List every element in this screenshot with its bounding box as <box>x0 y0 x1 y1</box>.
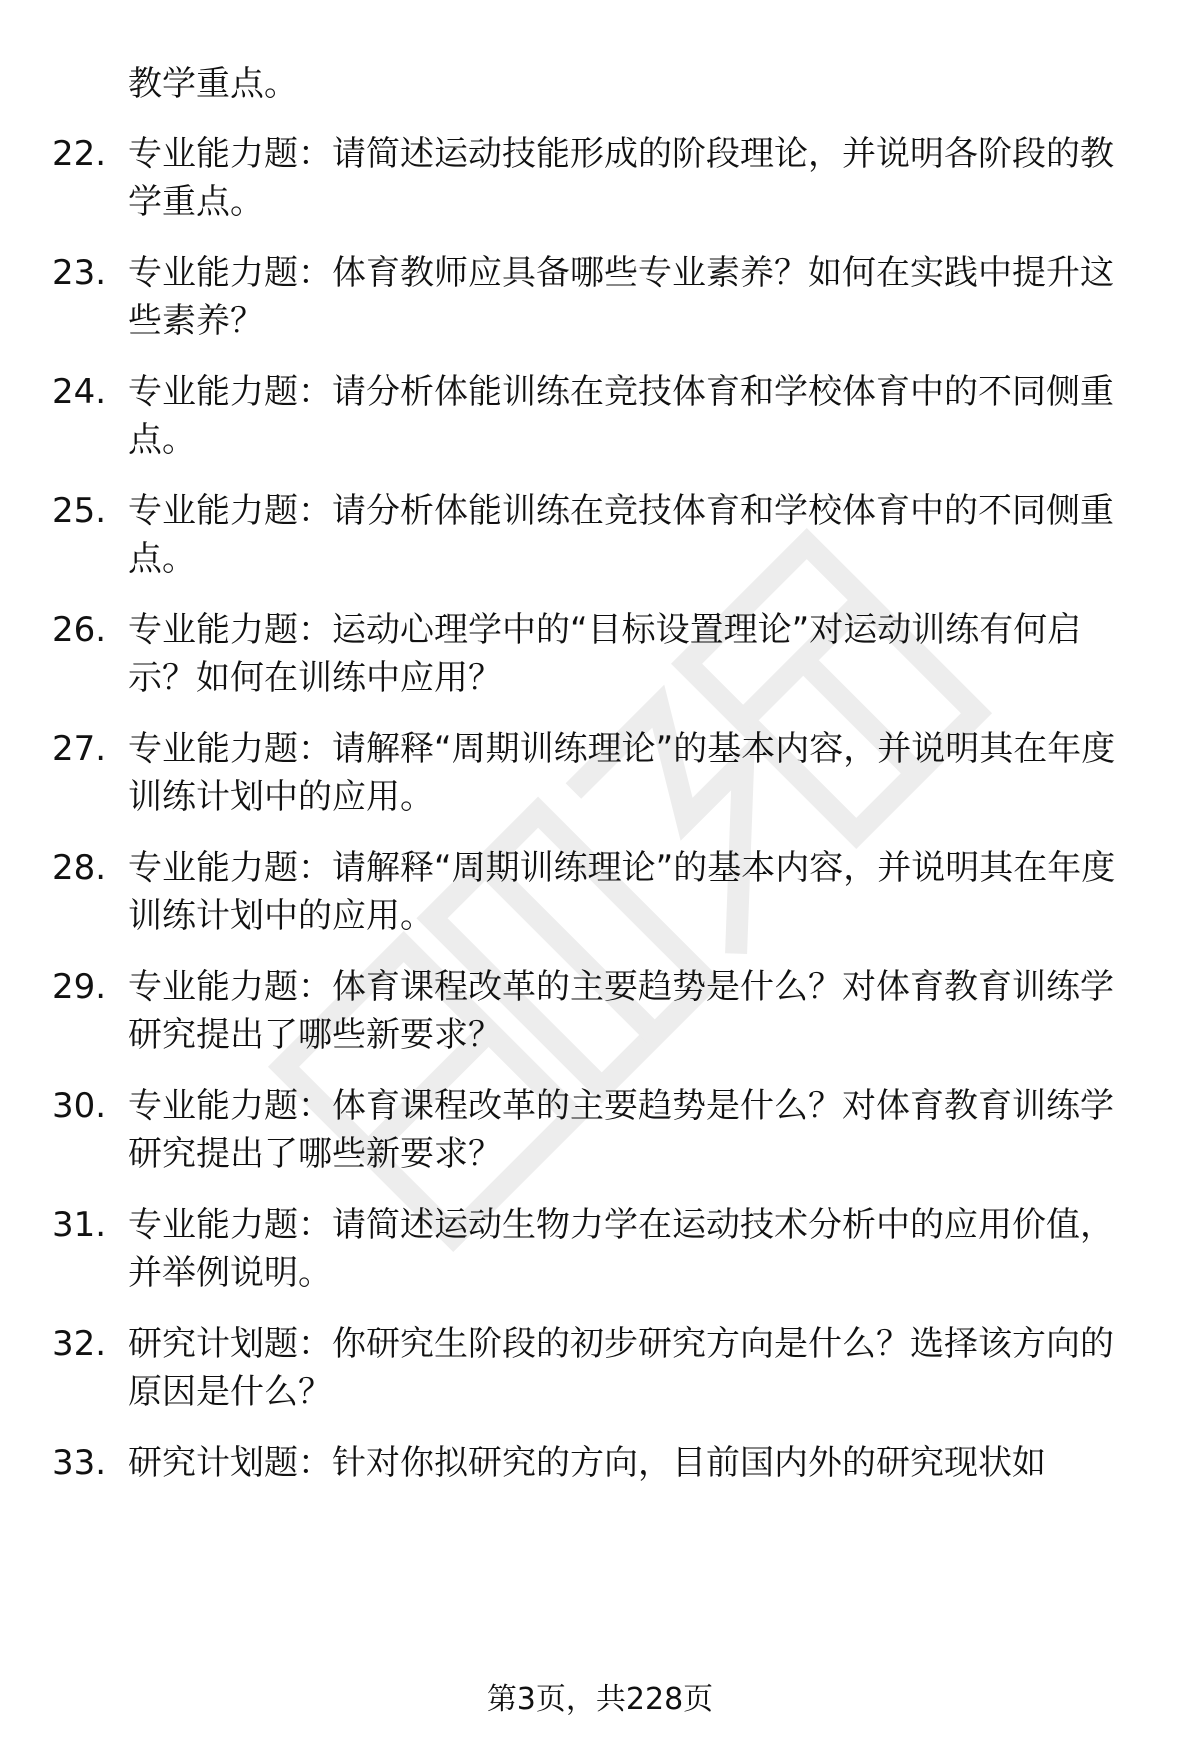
question-item <box>52 1082 1152 1182</box>
question-text: 专业能力题：体育课程改革的主要趋势是什么？对体育教育训练学研究提出了哪些新要求？ <box>128 1086 1114 1174</box>
question-item <box>52 844 1152 944</box>
question-item <box>52 725 1152 825</box>
question-item <box>52 368 1152 468</box>
question-text: 专业能力题：请解释“周期训练理论”的基本内容，并说明其在年度训练计划中的应用。 <box>128 729 1116 817</box>
question-text: 专业能力题：体育教师应具备哪些专业素养？如何在实践中提升这些素养？ <box>128 253 1114 341</box>
question-number: 33. <box>52 1443 107 1483</box>
question-number: 23. <box>52 253 107 293</box>
question-item <box>52 1320 1152 1420</box>
question-item <box>52 249 1152 349</box>
question-number: 29. <box>52 967 107 1007</box>
question-text: 专业能力题：体育课程改革的主要趋势是什么？对体育教育训练学研究提出了哪些新要求？ <box>128 967 1114 1055</box>
question-number: 22. <box>52 134 107 174</box>
question-item <box>52 130 1152 230</box>
question-number: 28. <box>52 848 107 888</box>
question-text: 专业能力题：运动心理学中的“目标设置理论”对运动训练有何启示？如何在训练中应用？ <box>128 610 1082 698</box>
question-item <box>52 1201 1152 1301</box>
page-number-footer: 第3页，共228页 <box>486 1682 714 1717</box>
question-text: 专业能力题：请简述运动生物力学在运动技术分析中的应用价值，并举例说明。 <box>128 1205 1114 1293</box>
question-number: 25. <box>52 491 107 531</box>
question-text: 研究计划题：你研究生阶段的初步研究方向是什么？选择该方向的原因是什么？ <box>128 1324 1114 1412</box>
question-number: 26. <box>52 610 107 650</box>
question-item <box>52 963 1152 1063</box>
question-number: 27. <box>52 729 107 769</box>
question-text: 专业能力题：请简述运动技能形成的阶段理论，并说明各阶段的教学重点。 <box>128 134 1114 222</box>
question-number: 32. <box>52 1324 107 1364</box>
question-number: 30. <box>52 1086 107 1126</box>
question-item <box>52 487 1152 587</box>
continuation-text: 教学重点。 <box>128 64 298 104</box>
question-number: 24. <box>52 372 107 412</box>
question-text: 研究计划题：针对你拟研究的方向，目前国内外的研究现状如 <box>128 1443 1046 1483</box>
question-item <box>52 1439 1152 1539</box>
question-text: 专业能力题：请分析体能训练在竞技体育和学校体育中的不同侧重点。 <box>128 372 1114 460</box>
question-number: 31. <box>52 1205 107 1245</box>
question-item <box>52 606 1152 706</box>
question-text: 专业能力题：请解释“周期训练理论”的基本内容，并说明其在年度训练计划中的应用。 <box>128 848 1116 936</box>
question-text: 专业能力题：请分析体能训练在竞技体育和学校体育中的不同侧重点。 <box>128 491 1114 579</box>
